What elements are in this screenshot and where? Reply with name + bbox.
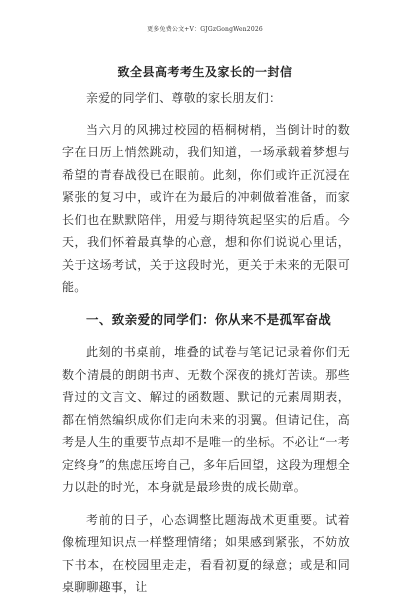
document-body xyxy=(62,87,350,609)
section-heading-1: 一、致亲爱的同学们：你从来不是孤军奋战 xyxy=(86,311,332,327)
document-title: 致全县高考考生及家长的一封信 xyxy=(117,65,293,79)
header-note: 更多免费公文+V：GJGzGongWen2026 xyxy=(147,26,263,33)
paragraph-intro: 当六月的风拂过校园的梧桐树梢，当倒计时的数字在日历上悄然跳动，我们知道，一场承载着梦想与希望的青春战役已在眼前。此刻，你们或许正沉浸在紧张的复习中，或许在为最后的冲刺做着准备，而家长们也在默默陪伴，用爱与期待筑起坚实的后盾。今天，我们怀着最真挚的心意，想和你们说说心里话，关于这场考试，关于这段时光，更关于未来的无限可能。 xyxy=(62,122,350,294)
section-1-paragraph-2: 考前的日子，心态调整比题海战术更重要。试着像梳理知识点一样整理情绪；如果感到紧张，不妨放下书本，在校园里走走，看看初夏的绿意；或是和同桌聊聊趣事，让 xyxy=(62,512,350,594)
section-1-paragraph-1: 此刻的书桌前，堆叠的试卷与笔记记录着你们无数个清晨的朗朗书声、无数个深夜的挑灯苦读。那些背过的文言文、解过的函数题、默记的元素周期表，都在悄然编织成你们走向未来的羽翼。但请记住，高考是人生的重要节点却不是唯一的坐标。不必让“一考定终身”的焦虑压垮自己，多年后回望，这段为理想全力以赴的时光，本身就是最珍贵的成长勋章。 xyxy=(62,345,350,494)
salutation: 亲爱的同学们、尊敬的家长朋友们： xyxy=(86,91,282,105)
